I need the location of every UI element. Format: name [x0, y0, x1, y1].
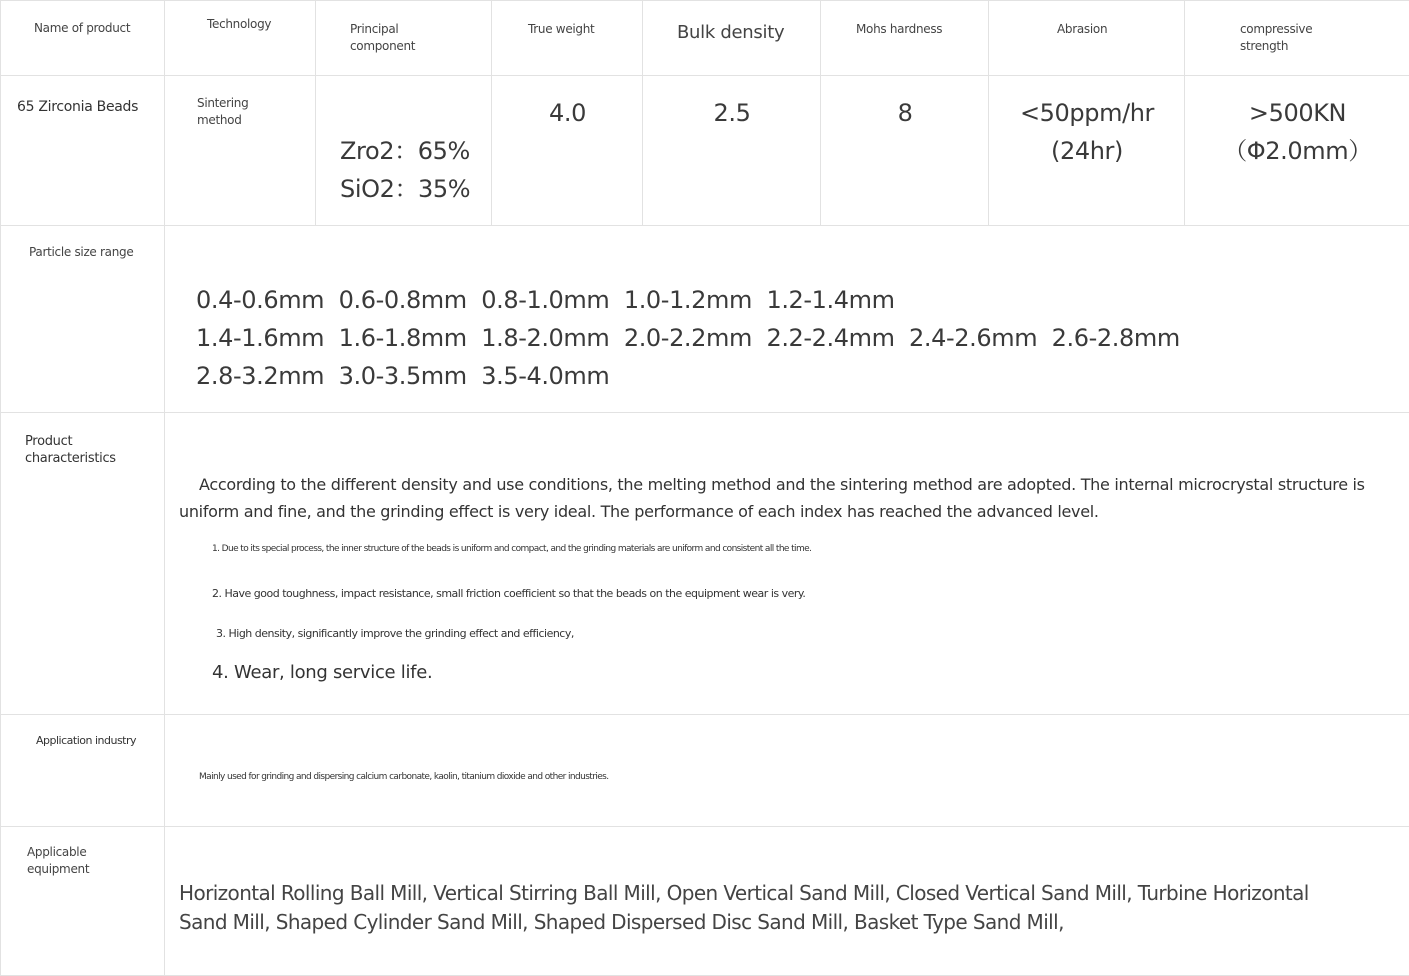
product-name-cell: [1, 76, 165, 226]
equipment-value-cell: [165, 827, 1409, 976]
particle-size-row: [1, 226, 1409, 413]
header-cell-compressive-strength: [1185, 1, 1409, 76]
product-strength-cell: [1185, 76, 1409, 226]
product-bulk-density-cell: [643, 76, 821, 226]
header-cell-abrasion: [989, 1, 1185, 76]
particle-label-cell: [1, 226, 165, 413]
product-row: [1, 76, 1409, 226]
header-cell-true-weight: [492, 1, 643, 76]
header-cell-mohs-hardness: [821, 1, 989, 76]
application-text: Mainly used for grinding and dispersing calcium carbonate, kaolin, titanium dioxide and other industries.: [199, 772, 609, 782]
product-name: 65 Zirconia Beads: [17, 99, 138, 115]
particle-size-label: Particle size range: [29, 245, 133, 259]
equipment-row: [1, 827, 1409, 976]
application-label-cell: [1, 715, 165, 827]
equipment-line-1: Horizontal Rolling Ball Mill, Vertical Stirring Ball Mill, Open Vertical Sand Mill, Closed Vertical Sand Mill, Turbine Horizontal: [179, 881, 1309, 905]
header-mohs-label: Mohs hardness: [856, 22, 942, 36]
header-cell-technology: [165, 1, 316, 76]
product-technology-cell: [165, 76, 316, 226]
component-sio2: SiO2：35%: [340, 170, 470, 208]
application-value-cell: [165, 715, 1409, 827]
particle-size-line-2: 1.4-1.6mm 1.6-1.8mm 1.8-2.0mm 2.0-2.2mm 2.2-2.4mm 2.4-2.6mm 2.6-2.8mm: [196, 319, 1180, 357]
mohs-hardness-value: 8: [821, 94, 989, 132]
header-cell-component: [316, 1, 492, 76]
application-row: [1, 715, 1409, 827]
strength-value: >500KN: [1185, 94, 1409, 132]
true-weight-value: 4.0: [492, 94, 643, 132]
characteristics-value-cell: [165, 413, 1409, 715]
equipment-line-2: Sand Mill, Shaped Cylinder Sand Mill, Shaped Dispersed Disc Sand Mill, Basket Type Sand Mill,: [179, 910, 1064, 934]
abrasion-period: (24hr): [989, 132, 1185, 170]
product-abrasion-cell: [989, 76, 1185, 226]
product-technology: Sintering method: [197, 95, 267, 129]
header-component-label: Principal component: [350, 21, 430, 55]
particle-value-cell: [165, 226, 1409, 413]
header-cell-bulk-density: [643, 1, 821, 76]
characteristics-row: [1, 413, 1409, 715]
characteristics-intro: According to the different density and use conditions, the melting method and the sintering method are adopted. The internal microcrystal structure is uniform and fine, and the grinding effect is very ideal. The performance of each index has reached the advanced level.: [179, 471, 1374, 525]
product-true-weight-cell: [492, 76, 643, 226]
product-mohs-cell: [821, 76, 989, 226]
bulk-density-value: 2.5: [643, 94, 821, 132]
characteristics-point-3: 3. High density, significantly improve the grinding effect and efficiency,: [216, 627, 574, 640]
equipment-label: Applicable equipment: [27, 844, 107, 878]
header-strength-label: compressive strength: [1240, 21, 1330, 55]
equipment-label-cell: [1, 827, 165, 976]
particle-size-line-1: 0.4-0.6mm 0.6-0.8mm 0.8-1.0mm 1.0-1.2mm 1.2-1.4mm: [196, 281, 895, 319]
header-bulk-density-label: Bulk density: [677, 22, 784, 43]
characteristics-label: Product characteristics: [25, 433, 145, 467]
particle-size-line-3: 2.8-3.2mm 3.0-3.5mm 3.5-4.0mm: [196, 357, 609, 395]
characteristics-point-4: 4. Wear, long service life.: [212, 662, 432, 683]
application-label: Application industry: [36, 734, 136, 747]
header-row: [1, 1, 1409, 76]
strength-diameter: （Φ2.0mm）: [1185, 132, 1409, 170]
characteristics-point-2: 2. Have good toughness, impact resistance, small friction coefficient so that the beads on the equipment wear is very.: [212, 587, 805, 600]
header-true-weight-label: True weight: [528, 22, 594, 36]
header-cell-name: [1, 1, 165, 76]
header-name-label: Name of product: [34, 21, 130, 35]
header-abrasion-label: Abrasion: [1057, 22, 1107, 36]
product-component-cell: [316, 76, 492, 226]
component-zro2: Zro2：65%: [340, 132, 470, 170]
characteristics-label-cell: [1, 413, 165, 715]
header-technology-label: Technology: [207, 17, 271, 31]
abrasion-value: <50ppm/hr: [989, 94, 1185, 132]
characteristics-point-1: 1. Due to its special process, the inner structure of the beads is uniform and compact, and the grinding materials are uniform and consistent all the time.: [212, 544, 811, 554]
